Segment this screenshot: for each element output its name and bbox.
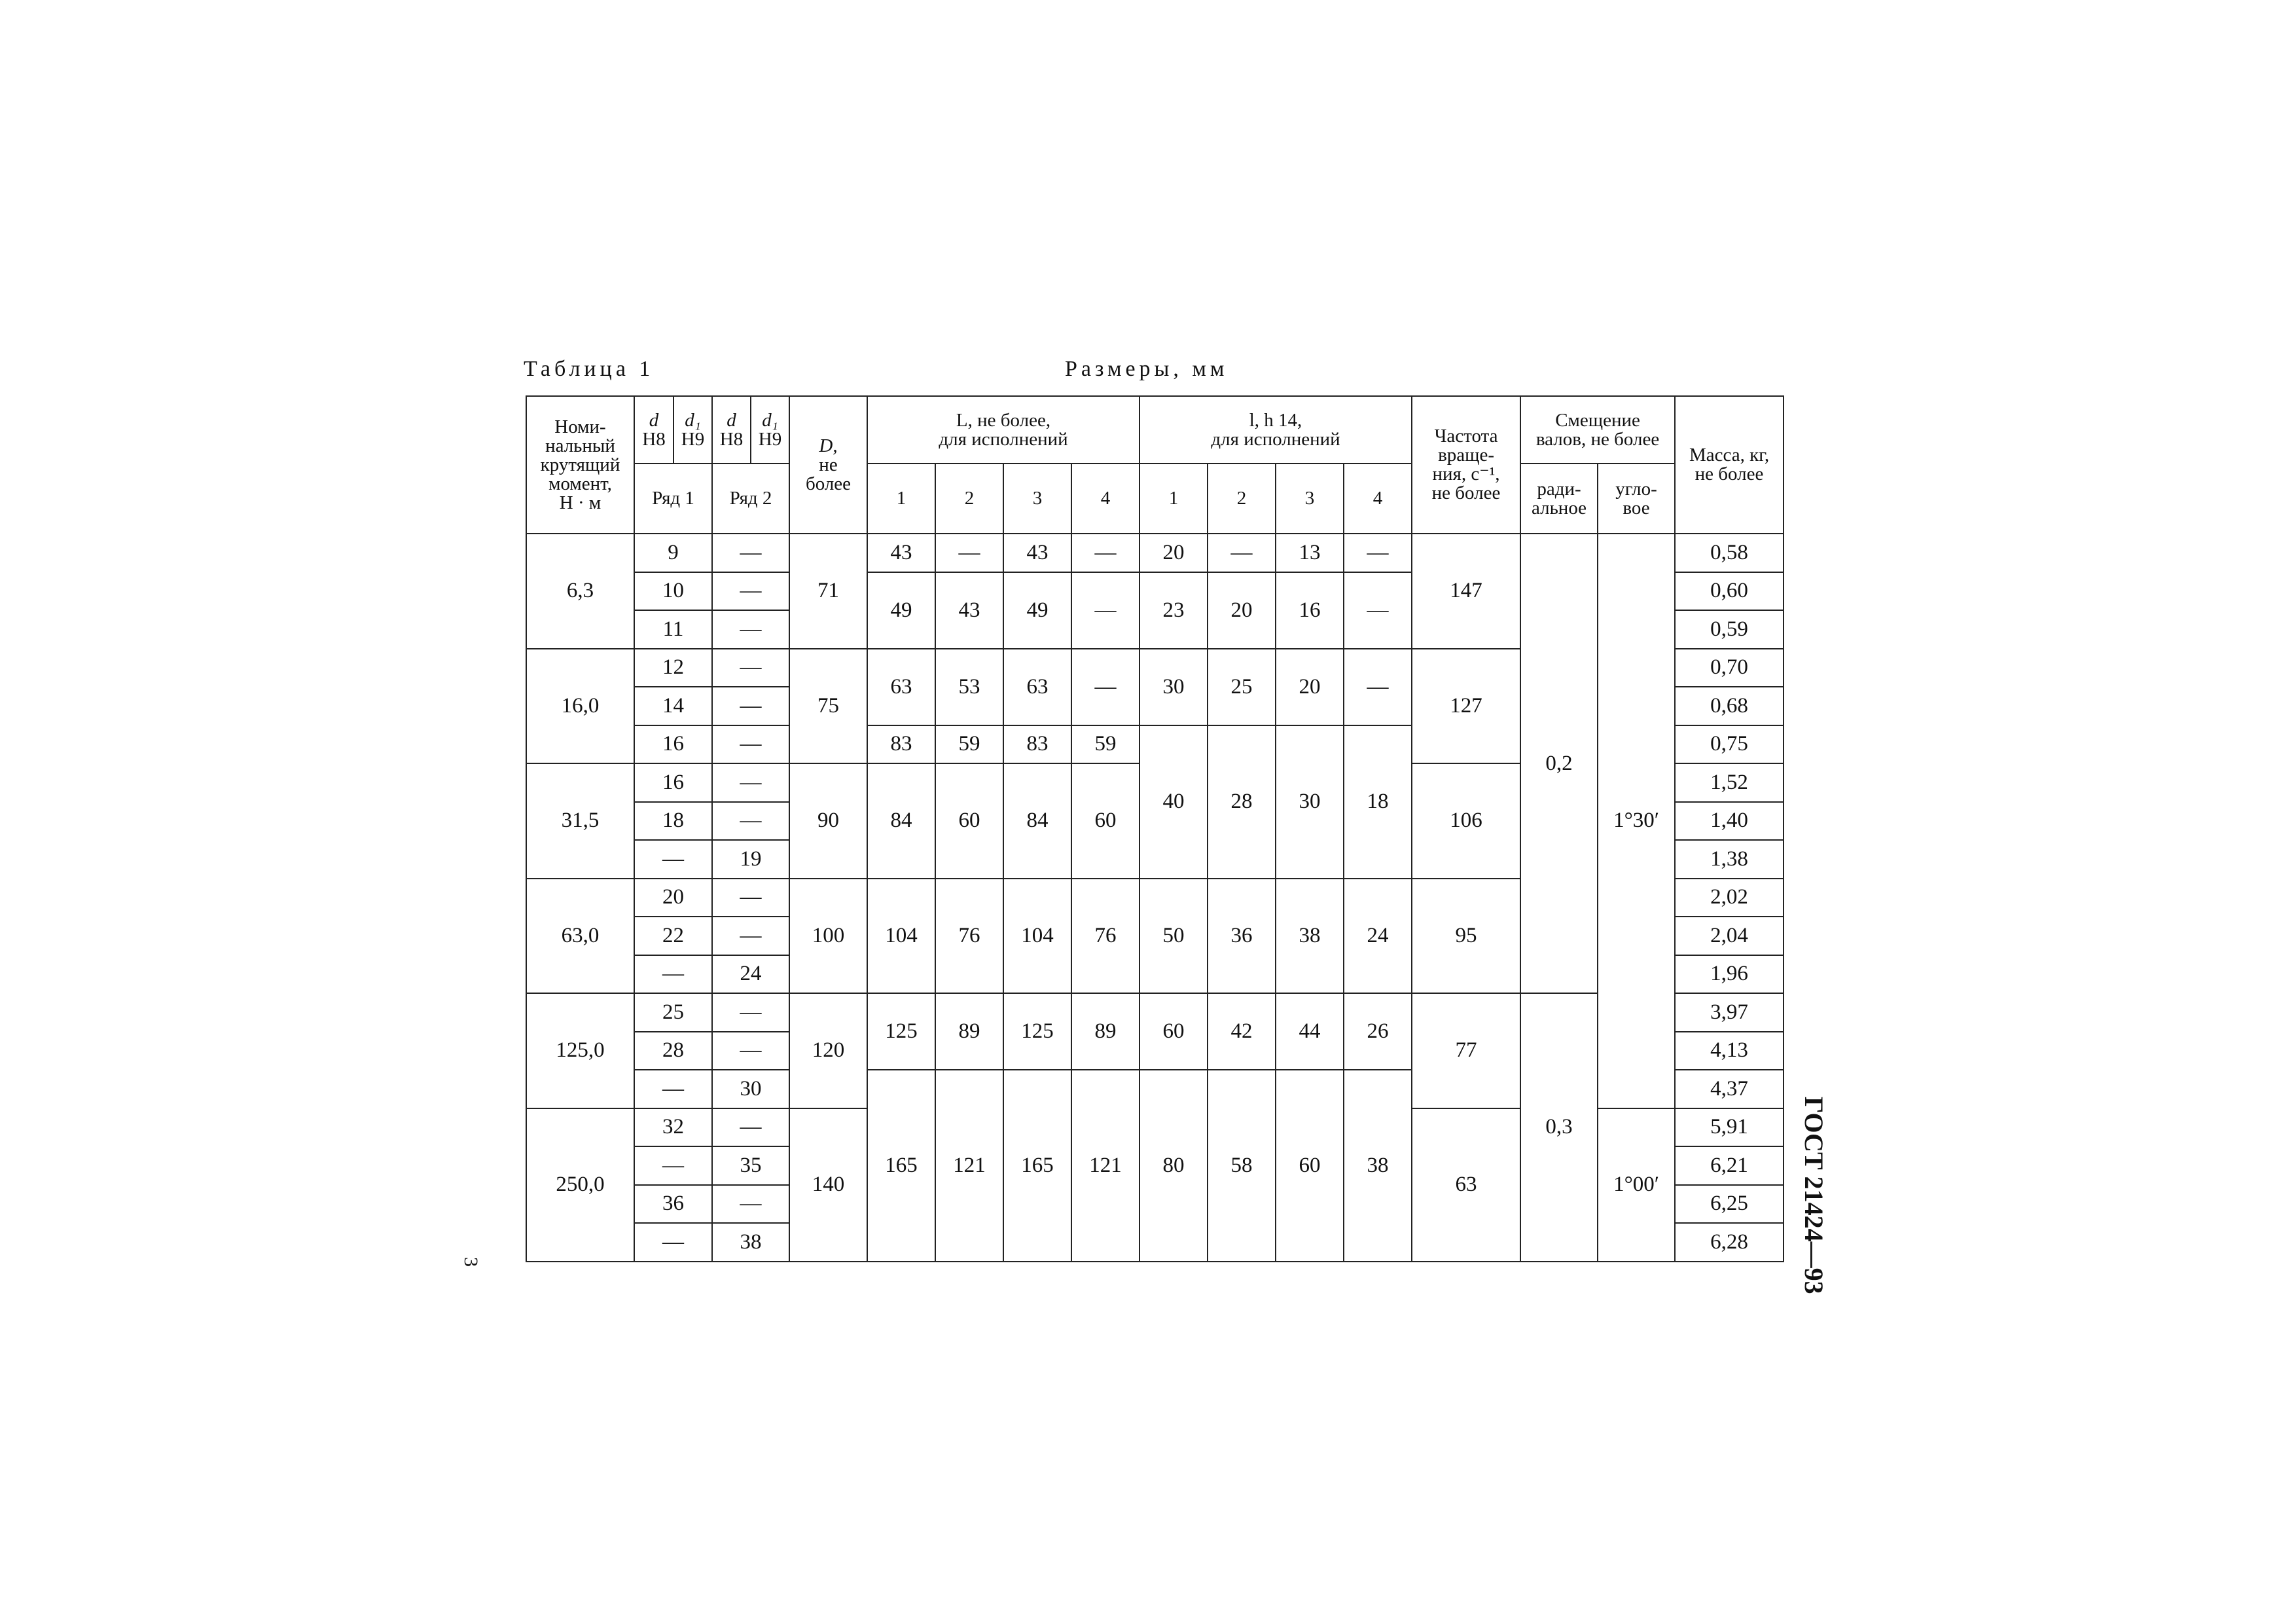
torque-cell: 250,0: [526, 1108, 634, 1262]
d-row2-cell: 24: [712, 955, 789, 994]
header-L-exec-1: 1: [867, 464, 935, 534]
header-offset: Смещение валов, не более: [1520, 396, 1675, 464]
d-row2-cell: 35: [712, 1146, 789, 1185]
torque-cell: 16,0: [526, 649, 634, 764]
d-row2-cell: —: [712, 1032, 789, 1070]
frequency-cell: 147: [1412, 534, 1520, 649]
mass-cell: 4,13: [1675, 1032, 1784, 1070]
mass-cell: 3,97: [1675, 993, 1784, 1032]
L-cell: 63: [1003, 649, 1071, 725]
D-cell: 100: [789, 879, 867, 994]
header-l: l, h 14, для исполнений: [1139, 396, 1412, 464]
d-row1-cell: 22: [634, 917, 712, 955]
radial-cell: 0,3: [1520, 993, 1598, 1262]
d-row1-cell: 32: [634, 1108, 712, 1147]
L-cell: 121: [1071, 1070, 1139, 1262]
d-row2-cell: —: [712, 649, 789, 687]
L-cell: 59: [1071, 725, 1139, 764]
mass-cell: 0,68: [1675, 687, 1784, 725]
l-cell: 50: [1139, 879, 1208, 994]
l-cell: 18: [1344, 725, 1412, 879]
l-cell: 80: [1139, 1070, 1208, 1262]
table-row: [526, 534, 1784, 572]
d-row1-cell: 36: [634, 1185, 712, 1224]
header-frequency: Частота враще- ния, с⁻¹, не более: [1412, 396, 1520, 534]
L-cell: 84: [867, 763, 935, 879]
frequency-cell: 63: [1412, 1108, 1520, 1262]
dimensions-table: [526, 395, 1784, 1262]
D-cell: 90: [789, 763, 867, 879]
table-row: [526, 993, 1784, 1032]
L-cell: 76: [1071, 879, 1139, 994]
L-cell: —: [1071, 534, 1139, 572]
l-cell: 38: [1344, 1070, 1412, 1262]
frequency-cell: 127: [1412, 649, 1520, 764]
torque-cell: 125,0: [526, 993, 634, 1108]
d-row1-cell: 16: [634, 725, 712, 764]
angular-cell: 1°00′: [1598, 1108, 1675, 1262]
d-row1-cell: 10: [634, 572, 712, 611]
d-row1-cell: —: [634, 1223, 712, 1262]
d-row2-cell: —: [712, 725, 789, 764]
l-cell: 30: [1276, 725, 1344, 879]
l-cell: 20: [1139, 534, 1208, 572]
d-row2-cell: 19: [712, 840, 789, 879]
l-cell: 24: [1344, 879, 1412, 994]
header-l-exec-1: 1: [1139, 464, 1208, 534]
D-cell: 140: [789, 1108, 867, 1262]
mass-cell: 1,52: [1675, 763, 1784, 802]
L-cell: 83: [1003, 725, 1071, 764]
d-row2-cell: —: [712, 1185, 789, 1224]
l-cell: 20: [1208, 572, 1276, 649]
mass-cell: 4,37: [1675, 1070, 1784, 1108]
L-cell: 125: [867, 993, 935, 1070]
d-row1-cell: 25: [634, 993, 712, 1032]
header-mass: Масса, кг, не более: [1675, 396, 1784, 534]
L-cell: 49: [867, 572, 935, 649]
l-cell: 60: [1139, 993, 1208, 1070]
l-cell: 25: [1208, 649, 1276, 725]
d-row1-cell: —: [634, 955, 712, 994]
l-cell: —: [1344, 649, 1412, 725]
mass-cell: 6,21: [1675, 1146, 1784, 1185]
header-L-exec-3: 3: [1003, 464, 1071, 534]
L-cell: 43: [1003, 534, 1071, 572]
D-cell: 71: [789, 534, 867, 649]
l-cell: 13: [1276, 534, 1344, 572]
header-l-exec-4: 4: [1344, 464, 1412, 534]
standard-code: ГОСТ 21424—93: [1799, 1097, 1829, 1294]
L-cell: 84: [1003, 763, 1071, 879]
d-row2-cell: —: [712, 763, 789, 802]
L-cell: 59: [935, 725, 1003, 764]
L-cell: 49: [1003, 572, 1071, 649]
l-cell: 23: [1139, 572, 1208, 649]
d-row1-cell: 16: [634, 763, 712, 802]
mass-cell: 1,38: [1675, 840, 1784, 879]
frequency-cell: 95: [1412, 879, 1520, 994]
l-cell: 42: [1208, 993, 1276, 1070]
d-row1-cell: 28: [634, 1032, 712, 1070]
header-d-row2: d H8: [712, 396, 751, 464]
frequency-cell: 77: [1412, 993, 1520, 1108]
l-cell: —: [1208, 534, 1276, 572]
header-row2: Ряд 2: [712, 464, 789, 534]
d-row2-cell: —: [712, 687, 789, 725]
radial-cell: 0,2: [1520, 534, 1598, 993]
l-cell: 38: [1276, 879, 1344, 994]
L-cell: 63: [867, 649, 935, 725]
header-d1-row2: d₁ H9: [751, 396, 789, 464]
torque-cell: 6,3: [526, 534, 634, 649]
L-cell: 89: [1071, 993, 1139, 1070]
d-row2-cell: —: [712, 917, 789, 955]
L-cell: 60: [935, 763, 1003, 879]
L-cell: 43: [935, 572, 1003, 649]
l-cell: 36: [1208, 879, 1276, 994]
l-cell: 60: [1276, 1070, 1344, 1262]
L-cell: 121: [935, 1070, 1003, 1262]
L-cell: 104: [867, 879, 935, 994]
d-row1-cell: 9: [634, 534, 712, 572]
angular-cell: 1°30′: [1598, 534, 1675, 1108]
d-row1-cell: —: [634, 840, 712, 879]
d-row1-cell: —: [634, 1070, 712, 1108]
header-row1: Ряд 1: [634, 464, 712, 534]
mass-cell: 6,28: [1675, 1223, 1784, 1262]
header-l-exec-2: 2: [1208, 464, 1276, 534]
D-cell: 75: [789, 649, 867, 764]
l-cell: —: [1344, 534, 1412, 572]
L-cell: —: [935, 534, 1003, 572]
l-cell: 26: [1344, 993, 1412, 1070]
header-angular: угло- вое: [1598, 464, 1675, 534]
page-number: 3: [460, 1257, 482, 1267]
mass-cell: 5,91: [1675, 1108, 1784, 1147]
d-row2-cell: 38: [712, 1223, 789, 1262]
L-cell: 104: [1003, 879, 1071, 994]
l-cell: 16: [1276, 572, 1344, 649]
l-cell: 30: [1139, 649, 1208, 725]
L-cell: 43: [867, 534, 935, 572]
header-d1-row1: d₁ H9: [673, 396, 712, 464]
L-cell: 165: [867, 1070, 935, 1262]
mass-cell: 0,75: [1675, 725, 1784, 764]
mass-cell: 2,02: [1675, 879, 1784, 917]
header-L-exec-4: 4: [1071, 464, 1139, 534]
d-row1-cell: —: [634, 1146, 712, 1185]
d-row2-cell: —: [712, 993, 789, 1032]
torque-cell: 63,0: [526, 879, 634, 994]
d-row1-cell: 11: [634, 610, 712, 649]
L-cell: 76: [935, 879, 1003, 994]
header-radial: ради- альное: [1520, 464, 1598, 534]
header-D: D, не более: [789, 396, 867, 534]
d-row1-cell: 20: [634, 879, 712, 917]
d-row2-cell: —: [712, 610, 789, 649]
table-label: Таблица 1: [524, 357, 655, 381]
L-cell: 60: [1071, 763, 1139, 879]
mass-cell: 0,59: [1675, 610, 1784, 649]
mass-cell: 2,04: [1675, 917, 1784, 955]
L-cell: 165: [1003, 1070, 1071, 1262]
L-cell: —: [1071, 572, 1139, 649]
units-label: Размеры, мм: [1065, 357, 1229, 381]
header-L: L, не более, для исполнений: [867, 396, 1139, 464]
header-l-exec-3: 3: [1276, 464, 1344, 534]
header-torque: Номи- нальный крутящий момент, Н · м: [526, 396, 634, 534]
frequency-cell: 106: [1412, 763, 1520, 879]
l-cell: 40: [1139, 725, 1208, 879]
l-cell: —: [1344, 572, 1412, 649]
L-cell: 89: [935, 993, 1003, 1070]
d-row2-cell: —: [712, 879, 789, 917]
header-L-exec-2: 2: [935, 464, 1003, 534]
l-cell: 20: [1276, 649, 1344, 725]
mass-cell: 6,25: [1675, 1185, 1784, 1224]
mass-cell: 0,70: [1675, 649, 1784, 687]
l-cell: 58: [1208, 1070, 1276, 1262]
l-cell: 44: [1276, 993, 1344, 1070]
table-continuation-cut: [511, 1265, 1793, 1278]
mass-cell: 0,60: [1675, 572, 1784, 611]
d-row2-cell: —: [712, 802, 789, 841]
mass-cell: 1,40: [1675, 802, 1784, 841]
L-cell: —: [1071, 649, 1139, 725]
d-row2-cell: —: [712, 534, 789, 572]
D-cell: 120: [789, 993, 867, 1108]
mass-cell: 1,96: [1675, 955, 1784, 994]
d-row2-cell: —: [712, 1108, 789, 1147]
L-cell: 125: [1003, 993, 1071, 1070]
d-row1-cell: 12: [634, 649, 712, 687]
d-row2-cell: —: [712, 572, 789, 611]
d-row1-cell: 14: [634, 687, 712, 725]
mass-cell: 0,58: [1675, 534, 1784, 572]
L-cell: 53: [935, 649, 1003, 725]
d-row1-cell: 18: [634, 802, 712, 841]
d-row2-cell: 30: [712, 1070, 789, 1108]
L-cell: 83: [867, 725, 935, 764]
torque-cell: 31,5: [526, 763, 634, 879]
header-d-row1: d H8: [634, 396, 673, 464]
l-cell: 28: [1208, 725, 1276, 879]
